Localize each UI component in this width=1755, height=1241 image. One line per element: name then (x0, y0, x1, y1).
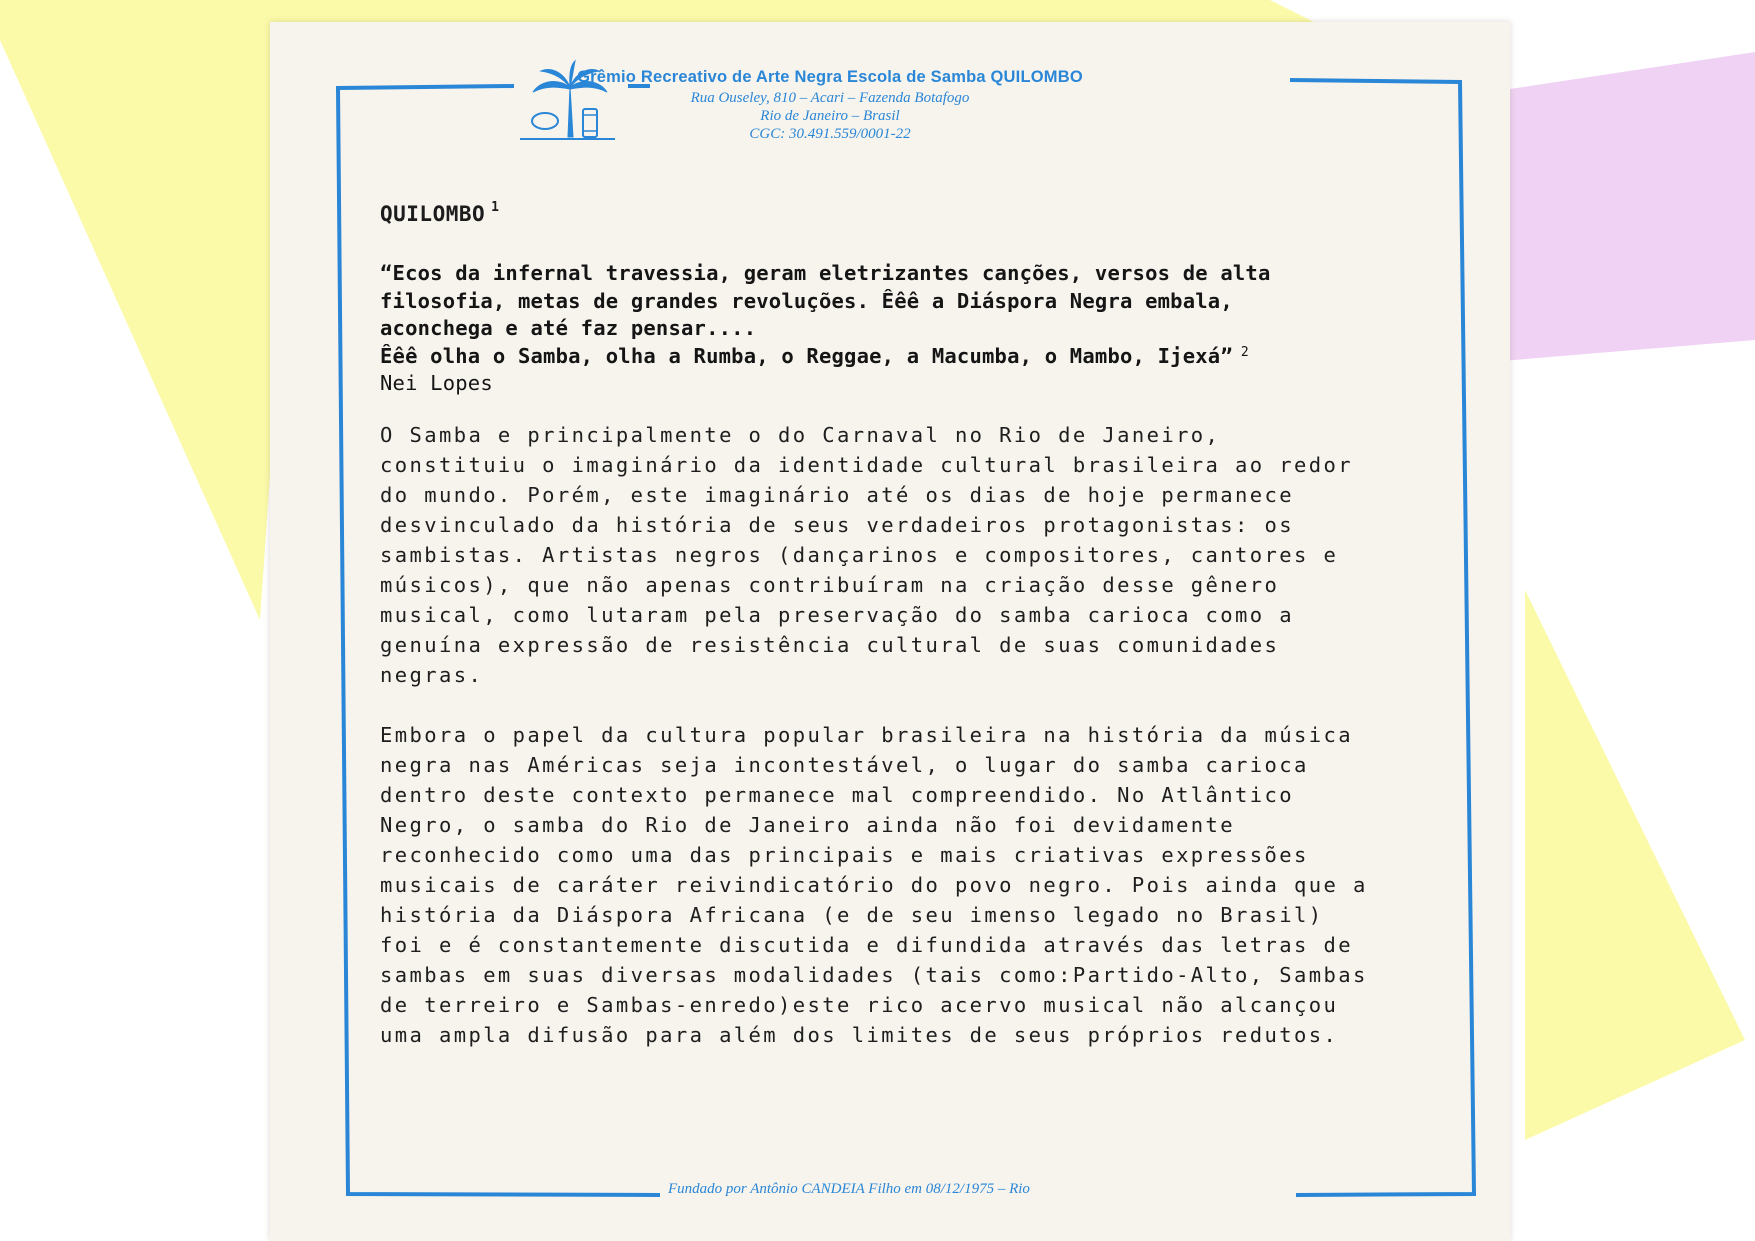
document-title (380, 200, 1400, 228)
paragraph-1: O Samba e principalmente o do Carnaval no Rio de Janeiro, constituiu o imaginário da identidade cultural brasileira ao redor do mundo. Porém, este imaginário até os dias de hoje permanece desvinculado da história de seus verdadeiros protagonistas: os sambistas. Artistas negros (dançarinos e compositores, cantores e músicos), que não apenas contribuíram na criação desse gênero musical, como lutaram pela preservação do samba carioca como a genuína expressão de resistência cultural de suas comunidades negras. (380, 422, 1353, 687)
quote-line-4-text: Êêê olha o Samba, olha a Rumba, o Reggae, a Macumba, o Mambo, Ijexá” (380, 343, 1233, 368)
yellow-shape-left (0, 20, 255, 600)
purple-shape-right (1490, 52, 1755, 362)
quote-line-2: filosofia, metas de grandes revoluções. Êêê a Diáspora Negra embala, (380, 288, 1233, 313)
letter-body (380, 200, 1400, 1050)
epigraph-quote (380, 260, 1400, 398)
address-line-1: Rua Ouseley, 810 – Acari – Fazenda Botafogo (690, 90, 970, 106)
quote-line-1: “Ecos da infernal travessia, geram eletrizantes canções, versos de alta (380, 261, 1271, 285)
address-line-3: CGC: 30.491.559/0001-22 (749, 126, 911, 142)
title-footnote-marker: 1 (491, 200, 500, 215)
quote-line-3: aconchega e até faz pensar.... (380, 316, 757, 340)
quote-footnote-marker: 2 (1240, 344, 1249, 360)
quote-line-4 (380, 343, 1400, 371)
title-text: QUILOMBO (380, 202, 486, 226)
quote-author: Nei Lopes (380, 371, 493, 395)
organization-name: Grêmio Recreativo de Arte Negra Escola de Samba QUILOMBO (577, 68, 1083, 86)
paragraph-2: Embora o papel da cultura popular brasileira na história da música negra nas Américas seja incontestável, o lugar do samba carioca dentro deste contexto permanece mal compreendido. No Atlântico Negro, o samba do Rio de Janeiro ainda não foi devidamente reconhecido como uma das principais e mais criativas expressões musicais de caráter reivindicatório do povo negro. Pois ainda que a história da Diáspora Africana (e de seu imenso legado no Brasil) foi e é constantemente discutida e difundida através das letras de sambas em suas diversas modalidades (tais como:Partido-Alto, Sambas de terreiro e Sambas-enredo)este rico acervo musical não alcançou uma ampla difusão para além dos limites de seus próprios redutos. (380, 722, 1368, 1047)
address-line-2: Rio de Janeiro – Brasil (760, 108, 900, 124)
footer-founding-note: Fundado por Antônio CANDEIA Filho em 08/12/1975 – Rio (666, 1181, 1210, 1198)
yellow-shape-bottom-right (1525, 590, 1745, 1140)
